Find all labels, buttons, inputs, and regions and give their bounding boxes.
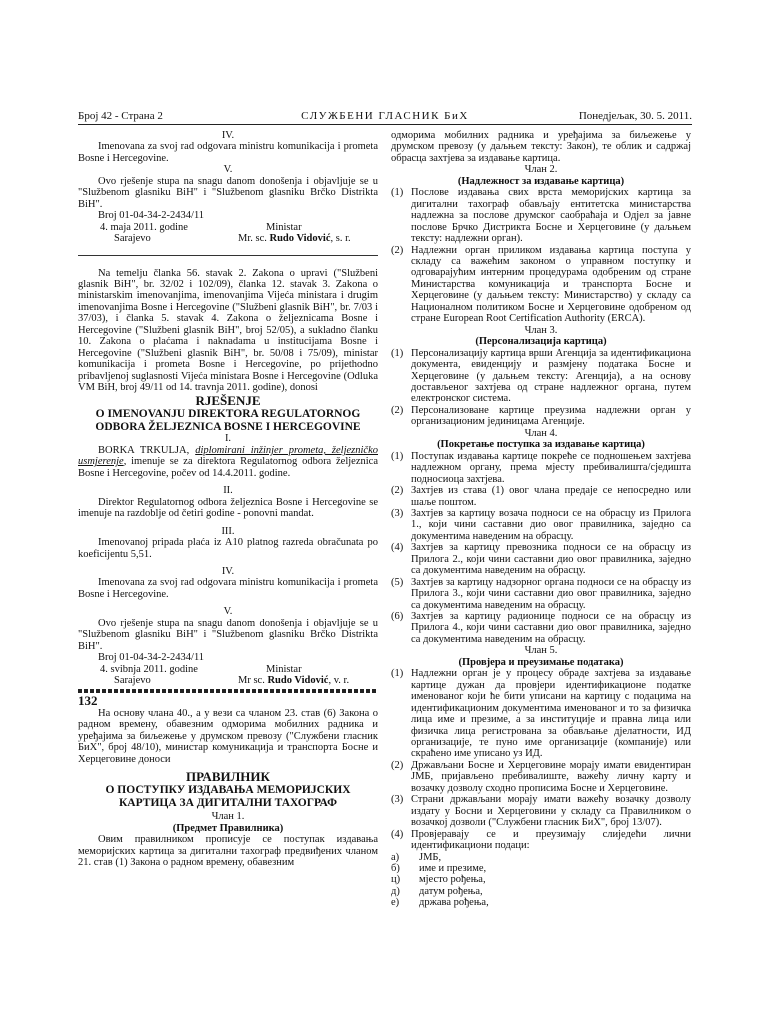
item-text: Захтјев за картицу превозника подноси се на обрасцу из Прилога 2., који чини саставни дио овог правилника, заједно са документима наведеним на обрасцу.	[411, 542, 691, 577]
article-items	[391, 348, 691, 428]
numbered-item	[391, 485, 691, 508]
article-number: Члан 2.	[524, 164, 558, 176]
item-number: (1)	[391, 668, 404, 680]
paragraph: Овим правилником прописује се поступак издавања меморијских картица за дигитални тахограф предвиђених чланом 21. став (1) Закона о радном времену, обавезним	[78, 834, 378, 869]
numbered-item	[391, 508, 691, 542]
sub-list-item	[391, 874, 691, 885]
numbered-item	[391, 451, 691, 485]
item-number: (3)	[391, 507, 404, 519]
item-number: (6)	[391, 611, 404, 623]
item-text: ЈМБ,	[419, 851, 442, 863]
numbered-item	[391, 187, 691, 244]
item-number: (5)	[391, 576, 404, 588]
signing-city: Sarajevo	[114, 233, 151, 245]
act-subtitle: О ПОСТУПКУ ИЗДАВАЊА МЕМОРИЈСКИХ КАРТИЦА ЗА ДИГИТАЛНИ ТАХОГРАФ	[105, 784, 351, 809]
article-heading: (Предмет Правилника)	[172, 822, 284, 834]
gazette-title: СЛУЖБЕНИ ГЛАСНИК БиХ	[301, 110, 469, 122]
numbered-item	[391, 405, 691, 428]
item-text: Захтјев из става (1) овог члана предаје се непосредно или шаље поштом.	[411, 485, 691, 508]
numbered-item	[391, 794, 691, 828]
section-number: I.	[224, 433, 232, 445]
item-number: а)	[391, 851, 400, 863]
item-number: (2)	[391, 244, 404, 256]
article-number: Члан 5.	[524, 645, 558, 657]
item-text: Надлежни орган је у процесу обраде захтјева за издавање картице дужан да провјери идентификационе податке именованог који ће бити уписани на картицу с подацима на идентификационим документима именованог и то за физичка лица име и презиме, а за институције и правна лица или физичка лица регистрована за обављање дјелатности, ИД организације, те пуно име организације (компаније) или скраћено име уписано уз ИД.	[411, 668, 691, 760]
article-items	[391, 668, 691, 851]
article-heading: (Персонализација картица)	[475, 336, 607, 348]
act-number-rule	[78, 689, 378, 693]
item-number: (2)	[391, 759, 404, 771]
item-text: Држављани Босне и Херцеговине морају имати евидентиран ЈМБ, пријављено пребивалиште, важећу личну карту и возачку дозволу сходно прописима Босне и Херцеговине.	[411, 759, 691, 794]
item-number: (1)	[391, 347, 404, 359]
item-number: (1)	[391, 450, 404, 462]
paragraph: Imenovanoj pripada plaća iz A10 platnog razreda obračunata po koeficijentu 5,51.	[78, 537, 378, 560]
numbered-item	[391, 542, 691, 576]
item-text: Захтјев за картицу радионице подноси се на обрасцу из Прилога 4., који чини саставни дио овог правилника, заједно са документима наведеним на обрасцу.	[411, 611, 691, 645]
minister-label: Ministar	[266, 663, 302, 675]
article-number: Члан 4.	[524, 427, 558, 439]
item-number: е)	[391, 897, 400, 909]
signing-city: Sarajevo	[114, 675, 151, 687]
item-text: Захтјев за картицу надзорног органа подноси се на обрасцу из Прилога 3., који чини саставни дио овог правилника, заједно са документима наведеним на обрасцу.	[411, 576, 691, 611]
numbered-item	[391, 829, 691, 852]
item-text: Персонализацију картица врши Агенција за идентификациона документа, евиденцију и размјену података Босне и Херцеговине (у даљњем тексту: Агенција), а на основу достављеног захтјева од стране надлежног органа, путем електронског система.	[411, 347, 691, 405]
article-items	[391, 451, 691, 646]
article-heading: (Провјера и преузимање података)	[458, 656, 624, 668]
paragraph: Imenovana za svoj rad odgovara ministru komunikacija i prometa Bosne i Hercegovine.	[78, 577, 378, 600]
item-text: Провјеравају се и преузимају слиједећи лични идентификациони подаци:	[411, 828, 691, 852]
item-text: Поступак издавања картице покреће се подношењем захтјева надлежном органу, према мјесту пребивалишта/сједишта подносиоца захтјева.	[411, 450, 691, 485]
section-number: V.	[223, 164, 233, 176]
item-text: датум рођења,	[419, 885, 483, 897]
section-number: III.	[221, 525, 235, 537]
item-number: (4)	[391, 828, 404, 840]
item-text: име и презиме,	[419, 863, 487, 874]
section-number: IV.	[221, 566, 235, 578]
section-number: V.	[223, 606, 233, 618]
act-title: ПРАВИЛНИК	[186, 769, 270, 785]
paragraph: Ovo rješenje stupa na snagu danom donošenja i objavljuje se u "Službenom glasniku BiH" i "Službenom glasniku Brčko Distrikta BiH".	[78, 175, 378, 210]
article-heading: (Надлежност за издавање картица)	[457, 175, 625, 187]
page-header	[78, 108, 692, 125]
dashed-divider	[78, 689, 378, 693]
signature-row	[78, 222, 378, 233]
sub-list-item	[391, 886, 691, 897]
item-text: мјесто рођења,	[419, 874, 486, 886]
preamble: Na temelju članka 56. stavak 2. Zakona o upravi ("Službeni glasnik BiH", br. 32/02 i 102/09), članka 12. stavak 3. Zakona o ministarskim imenovanjima, imenovanjima Vijeća ministara i drugim imenovanjima Bosne i Hercegovine ("Službeni glasnik BiH", br. 7/03 i 37/03), i članka 5. stavak 4. Zakona o željeznicama Bosne i Hercegovine ("Službeni glasnik BiH", broj 52/05), a sukladno članku 10. Zakona o plaćama i naknadama u institucijama Bosne i Hercegovine ("Službeni glasnik BiH", br. 50/08 i 75/09), ministar komunikacija i prometa Bosne i Hercegovine, po prijethodno pribavljenoj suglasnosti Vijeća ministara Bosne i Hercegovine (Odluka VM BiH, broj 49/11 od 14. travnja 2011. godine), donosi	[78, 267, 378, 394]
item-text: Персонализоване картице преузима надлежни орган у организационим јединицама Агенције.	[411, 404, 691, 428]
decision-subtitle: O IMENOVANJU DIREKTORA REGULATORNOG ODBORA ŽELJEZNICA BOSNE I HERCEGOVINE	[95, 408, 361, 433]
left-column	[78, 130, 378, 869]
sub-list-item	[391, 863, 691, 874]
item-text: Послове издавања свих врста меморијских картица за дигитални тахограф обављају ентитетска министарства надлежна за послове друмског саобраћаја и Одјел за јавне послове Брчко Дистрикта Босне и Херцеговине (у даљњем тексту: надлежни орган).	[411, 187, 691, 245]
sub-items	[391, 852, 691, 909]
article-number: Члан 3.	[524, 324, 558, 336]
article-items	[391, 187, 691, 324]
item-text: Захтјев за картицу возача подноси се на обрасцу из Прилога 1., који чини саставни дио овог правилника, заједно са документима наведеним на обрасцу.	[411, 507, 691, 542]
item-number: (3)	[391, 794, 404, 806]
numbered-item	[391, 760, 691, 794]
minister-signature: Mr. sc. Rudo Vidović, s. r.	[238, 233, 351, 245]
item-text: држава рођења,	[419, 897, 489, 909]
paragraph: одморима мобилних радника и уређајима за биљежење у друмском превозу (у даљњем тексту: Закон), те облик и садржај обрасца захтјева за издавање картица.	[391, 130, 691, 164]
paragraph: Ovo rješenje stupa na snagu danom donošenja i objavljuje se u "Službenom glasniku BiH" i "Službenom glasniku Brčko Distrikta BiH".	[78, 617, 378, 652]
section-divider	[78, 255, 378, 256]
right-column	[391, 130, 691, 909]
numbered-item	[391, 348, 691, 405]
signature-row	[78, 664, 378, 675]
item-number: (2)	[391, 485, 404, 497]
paragraph: Direktor Regulatornog odbora željeznica Bosne i Hercegovine se imenuje na razdoblje od četiri godine - ponovni mandat.	[78, 496, 378, 520]
numbered-item	[391, 611, 691, 645]
sub-list-item	[391, 897, 691, 908]
paragraph: Imenovana za svoj rad odgovara ministru komunikacija i prometa Bosne i Hercegovine.	[78, 141, 378, 164]
item-number: д)	[391, 885, 400, 897]
item-text: Страни држављани морају имати важећу возачку дозволу издату у Босни и Херцеговини у складу са Правилником о возачкој дозволи ("Службени гласник БиХ", број 13/07).	[411, 794, 691, 829]
act-number: 132	[78, 692, 98, 708]
sub-list-item	[391, 852, 691, 863]
signing-date: 4. maja 2011. godine	[100, 221, 188, 233]
paragraph: BORKA TRKULJA, diplomirani inžinjer prometa, željezničko usmjerenje, imenuje se za direktora Regulatornog odbora željeznica Bosne i Hercegovine, počev od 14.4.2011. godine.	[78, 444, 378, 479]
item-number: (2)	[391, 404, 404, 416]
signing-date: 4. svibnja 2011. godine	[100, 663, 198, 675]
minister-label: Ministar	[266, 221, 302, 233]
section-number: II.	[223, 485, 233, 497]
item-text: Надлежни орган приликом издавања картица поступа у складу са важећим законом о управном поступку и одговарајућим интерним процедурама одобреним од стране Министарства комуникација и транспорта Босне и Херцеговине (у даљњем тексту: Министарство) у складу са Националном политиком Босне и Херцеговине одобреном од стране European Root Certification Authority (ERCA).	[411, 244, 691, 325]
numbered-item	[391, 668, 691, 760]
signature-row	[78, 675, 378, 686]
issue-date: Понедјељак, 30. 5. 2011.	[578, 110, 692, 122]
numbered-item	[391, 245, 691, 325]
minister-signature: Mr sc. Rudo Vidović, v. r.	[238, 675, 350, 687]
act-number-row	[78, 692, 378, 708]
item-number: (4)	[391, 542, 404, 554]
issue-page-number: Број 42 - Страна 2	[78, 110, 163, 122]
item-number: (1)	[391, 187, 404, 199]
section-number: IV.	[221, 130, 235, 141]
document-number: Broj 01-04-34-2-2434/11	[98, 210, 205, 222]
item-number: ц)	[391, 874, 401, 886]
item-number: б)	[391, 863, 400, 874]
article-number: Члан 1.	[211, 811, 245, 823]
article-heading: (Покретање поступка за издавање картица)	[437, 439, 645, 451]
act-preamble: На основу члана 40., а у вези са чланом 23. став (6) Закона о радном времену, обавезним одморима мобилних радника и уређајима за биљежење у друмском превозу ("Службени гласник БиХ", број 48/10), министар комуникација и транспорта Босне и Херцеговине доноси	[78, 707, 378, 765]
document-number: Broj 01-04-34-2-2434/11	[98, 652, 205, 664]
signature-row	[78, 233, 378, 244]
decision-title: RJEŠENJE	[195, 393, 261, 409]
numbered-item	[391, 577, 691, 611]
